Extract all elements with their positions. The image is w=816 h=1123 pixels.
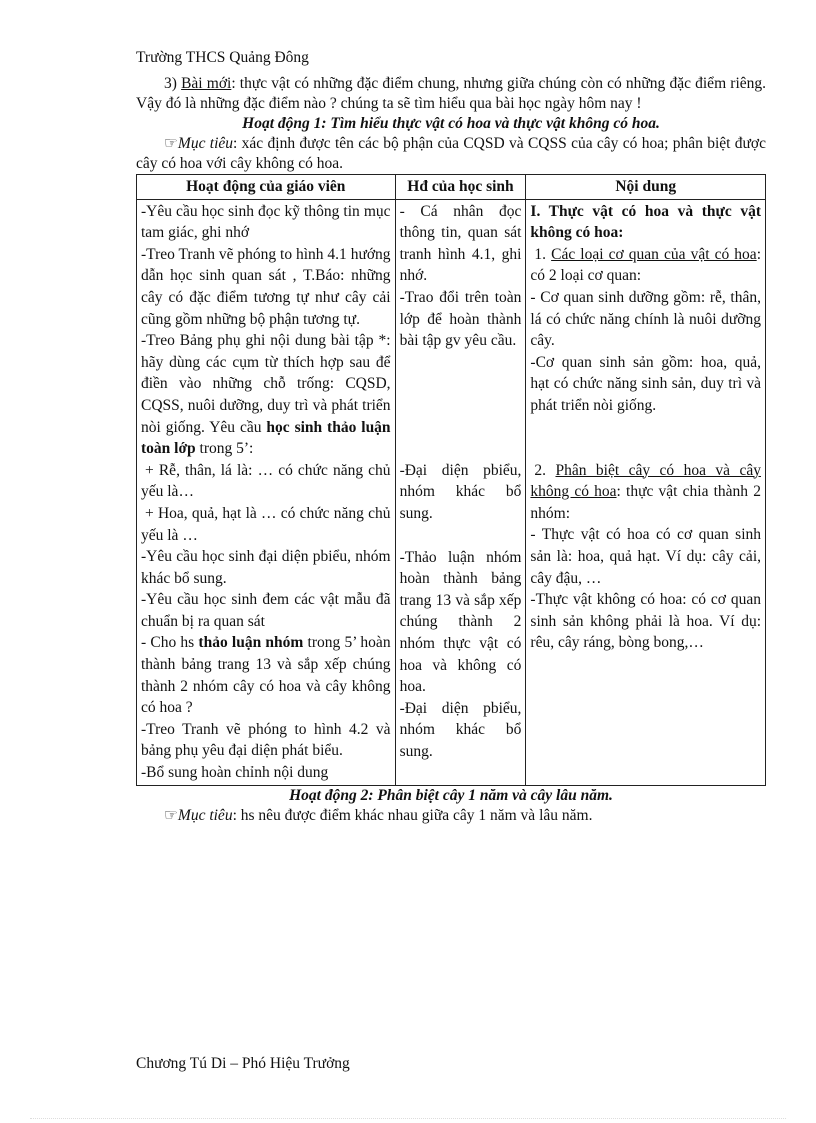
header-content: Nội dung (526, 175, 766, 200)
teacher-step: + Rễ, thân, lá là: … có chức năng chủ yếu là… (141, 461, 391, 501)
student-step: -Đại diện pbiểu, nhóm khác bổ sung. (399, 461, 522, 522)
content-point: -Cơ quan sinh sản gồm: hoa, quả, hạt có chức năng sinh sản, duy trì và phát triển nòi giống. (530, 353, 761, 414)
intro-number: 3) (164, 75, 177, 92)
pointing-hand-icon: ☞ (164, 806, 178, 824)
content-column (526, 199, 766, 785)
page-edge-divider (30, 1118, 786, 1119)
intro-paragraph (136, 74, 766, 114)
pointing-hand-icon: ☞ (164, 135, 178, 152)
lesson-table (136, 174, 766, 786)
student-step: -Trao đổi trên toàn lớp để hoàn thành bài tập gv yêu cầu. (399, 288, 522, 350)
table-header-row (137, 175, 766, 200)
header-teacher: Hoạt động của giáo viên (137, 175, 396, 200)
content-section-2: 2. Phân biệt cây có hoa và cây không có hoa: thực vật chia thành 2 nhóm: (530, 461, 761, 522)
content-point: -Thực vật không có hoa: có cơ quan sinh sản không phải là hoa. Ví dụ: rêu, cây ráng, bòng bong,… (530, 591, 761, 652)
teacher-step: -Treo Bảng phụ ghi nội dung bài tập *: hãy dùng các cụm từ thích hợp sau để điền vào những chỗ trống: CQSD, CQSS, nuôi dưỡng, duy trì và phát triển nòi giống. Yêu cầu học sinh thảo luận toàn lớp trong 5’: (141, 332, 391, 458)
school-header: Trường THCS Quảng Đông (136, 49, 309, 66)
teacher-step: -Yêu cầu học sinh đem các vật mẫu đã chuẩn bị ra quan sát (141, 591, 391, 630)
student-step: -Thảo luận nhóm hoàn thành bảng trang 13 và sắp xếp chúng thành 2 nhóm thực vật có hoa và không có hoa. (399, 548, 522, 696)
page-footer: Chương Tú Di – Phó Hiệu Trưởng (136, 1055, 350, 1072)
header-student: Hđ của học sinh (395, 175, 526, 200)
content-heading: I. Thực vật có hoa và thực vật không có hoa: (530, 202, 761, 242)
student-step: -Đại diện pbiểu, nhóm khác bổ sung. (399, 699, 522, 760)
activity1-objective (136, 134, 766, 174)
teacher-step: -Yêu cầu học sinh đọc kỹ thông tin mục tam giác, ghi nhớ (141, 202, 391, 242)
student-step: - Cá nhân đọc thông tin, quan sát tranh hình 4.1, ghi nhớ. (399, 202, 522, 285)
content-point: - Cơ quan sinh dưỡng gồm: rễ, thân, lá có chức năng chính là nuôi dưỡng cây. (530, 288, 761, 350)
objective-text: : hs nêu được điểm khác nhau giữa cây 1 năm và lâu năm. (232, 806, 593, 824)
teacher-step: + Hoa, quả, hạt là … có chức năng chủ yếu là … (141, 504, 391, 544)
teacher-step: -Yêu cầu học sinh đại diện pbiểu, nhóm khác bổ sung. (141, 548, 391, 587)
objective-label: Mục tiêu (177, 135, 234, 152)
objective-label: Mục tiêu (177, 806, 233, 824)
teacher-step: -Bổ sung hoàn chỉnh nội dung (141, 764, 329, 782)
document-page (136, 48, 766, 826)
teacher-column (137, 199, 396, 785)
teacher-step: -Treo Tranh vẽ phóng to hình 4.2 và bảng phụ yêu đại diện phát biểu. (141, 720, 391, 760)
intro-text: : thực vật có những đặc điểm chung, nhưng giữa chúng còn có những đặc điểm riêng. Vậy đó là những đặc điểm nào ? chúng ta sẽ tìm hiểu qua bài học ngày hôm nay ! (136, 75, 767, 112)
objective-text: : xác định được tên các bộ phận của CQSD và CQSS của cây có hoa; phân biệt được cây có hoa với cây không có hoa. (136, 135, 766, 172)
teacher-step: - Cho hs thảo luận nhóm trong 5’ hoàn thành bảng trang 13 và sắp xếp chúng thành 2 nhóm cây có hoa và cây không có hoa ? (141, 634, 391, 717)
table-body-row (137, 199, 766, 785)
student-column (395, 199, 526, 785)
content-section-1: 1. Các loại cơ quan của vật có hoa: có 2 loại cơ quan: (530, 245, 761, 285)
intro-label: Bài mới (181, 75, 232, 92)
activity2-title: Hoạt động 2: Phân biệt cây 1 năm và cây lâu năm. (289, 786, 613, 804)
teacher-step: -Treo Tranh vẽ phóng to hình 4.1 hướng dẫn học sinh quan sát , T.Báo: những cây có đặc điểm tương tự như cây cải cũng gồm những bộ phận tương tự. (141, 245, 391, 328)
activity2-objective (136, 806, 766, 826)
activity1-title: Hoạt động 1: Tìm hiểu thực vật có hoa và thực vật không có hoa. (242, 115, 660, 132)
content-point: - Thực vật có hoa có cơ quan sinh sản là: hoa, quả hạt. Ví dụ: cây cải, cây đậu, … (530, 526, 761, 587)
